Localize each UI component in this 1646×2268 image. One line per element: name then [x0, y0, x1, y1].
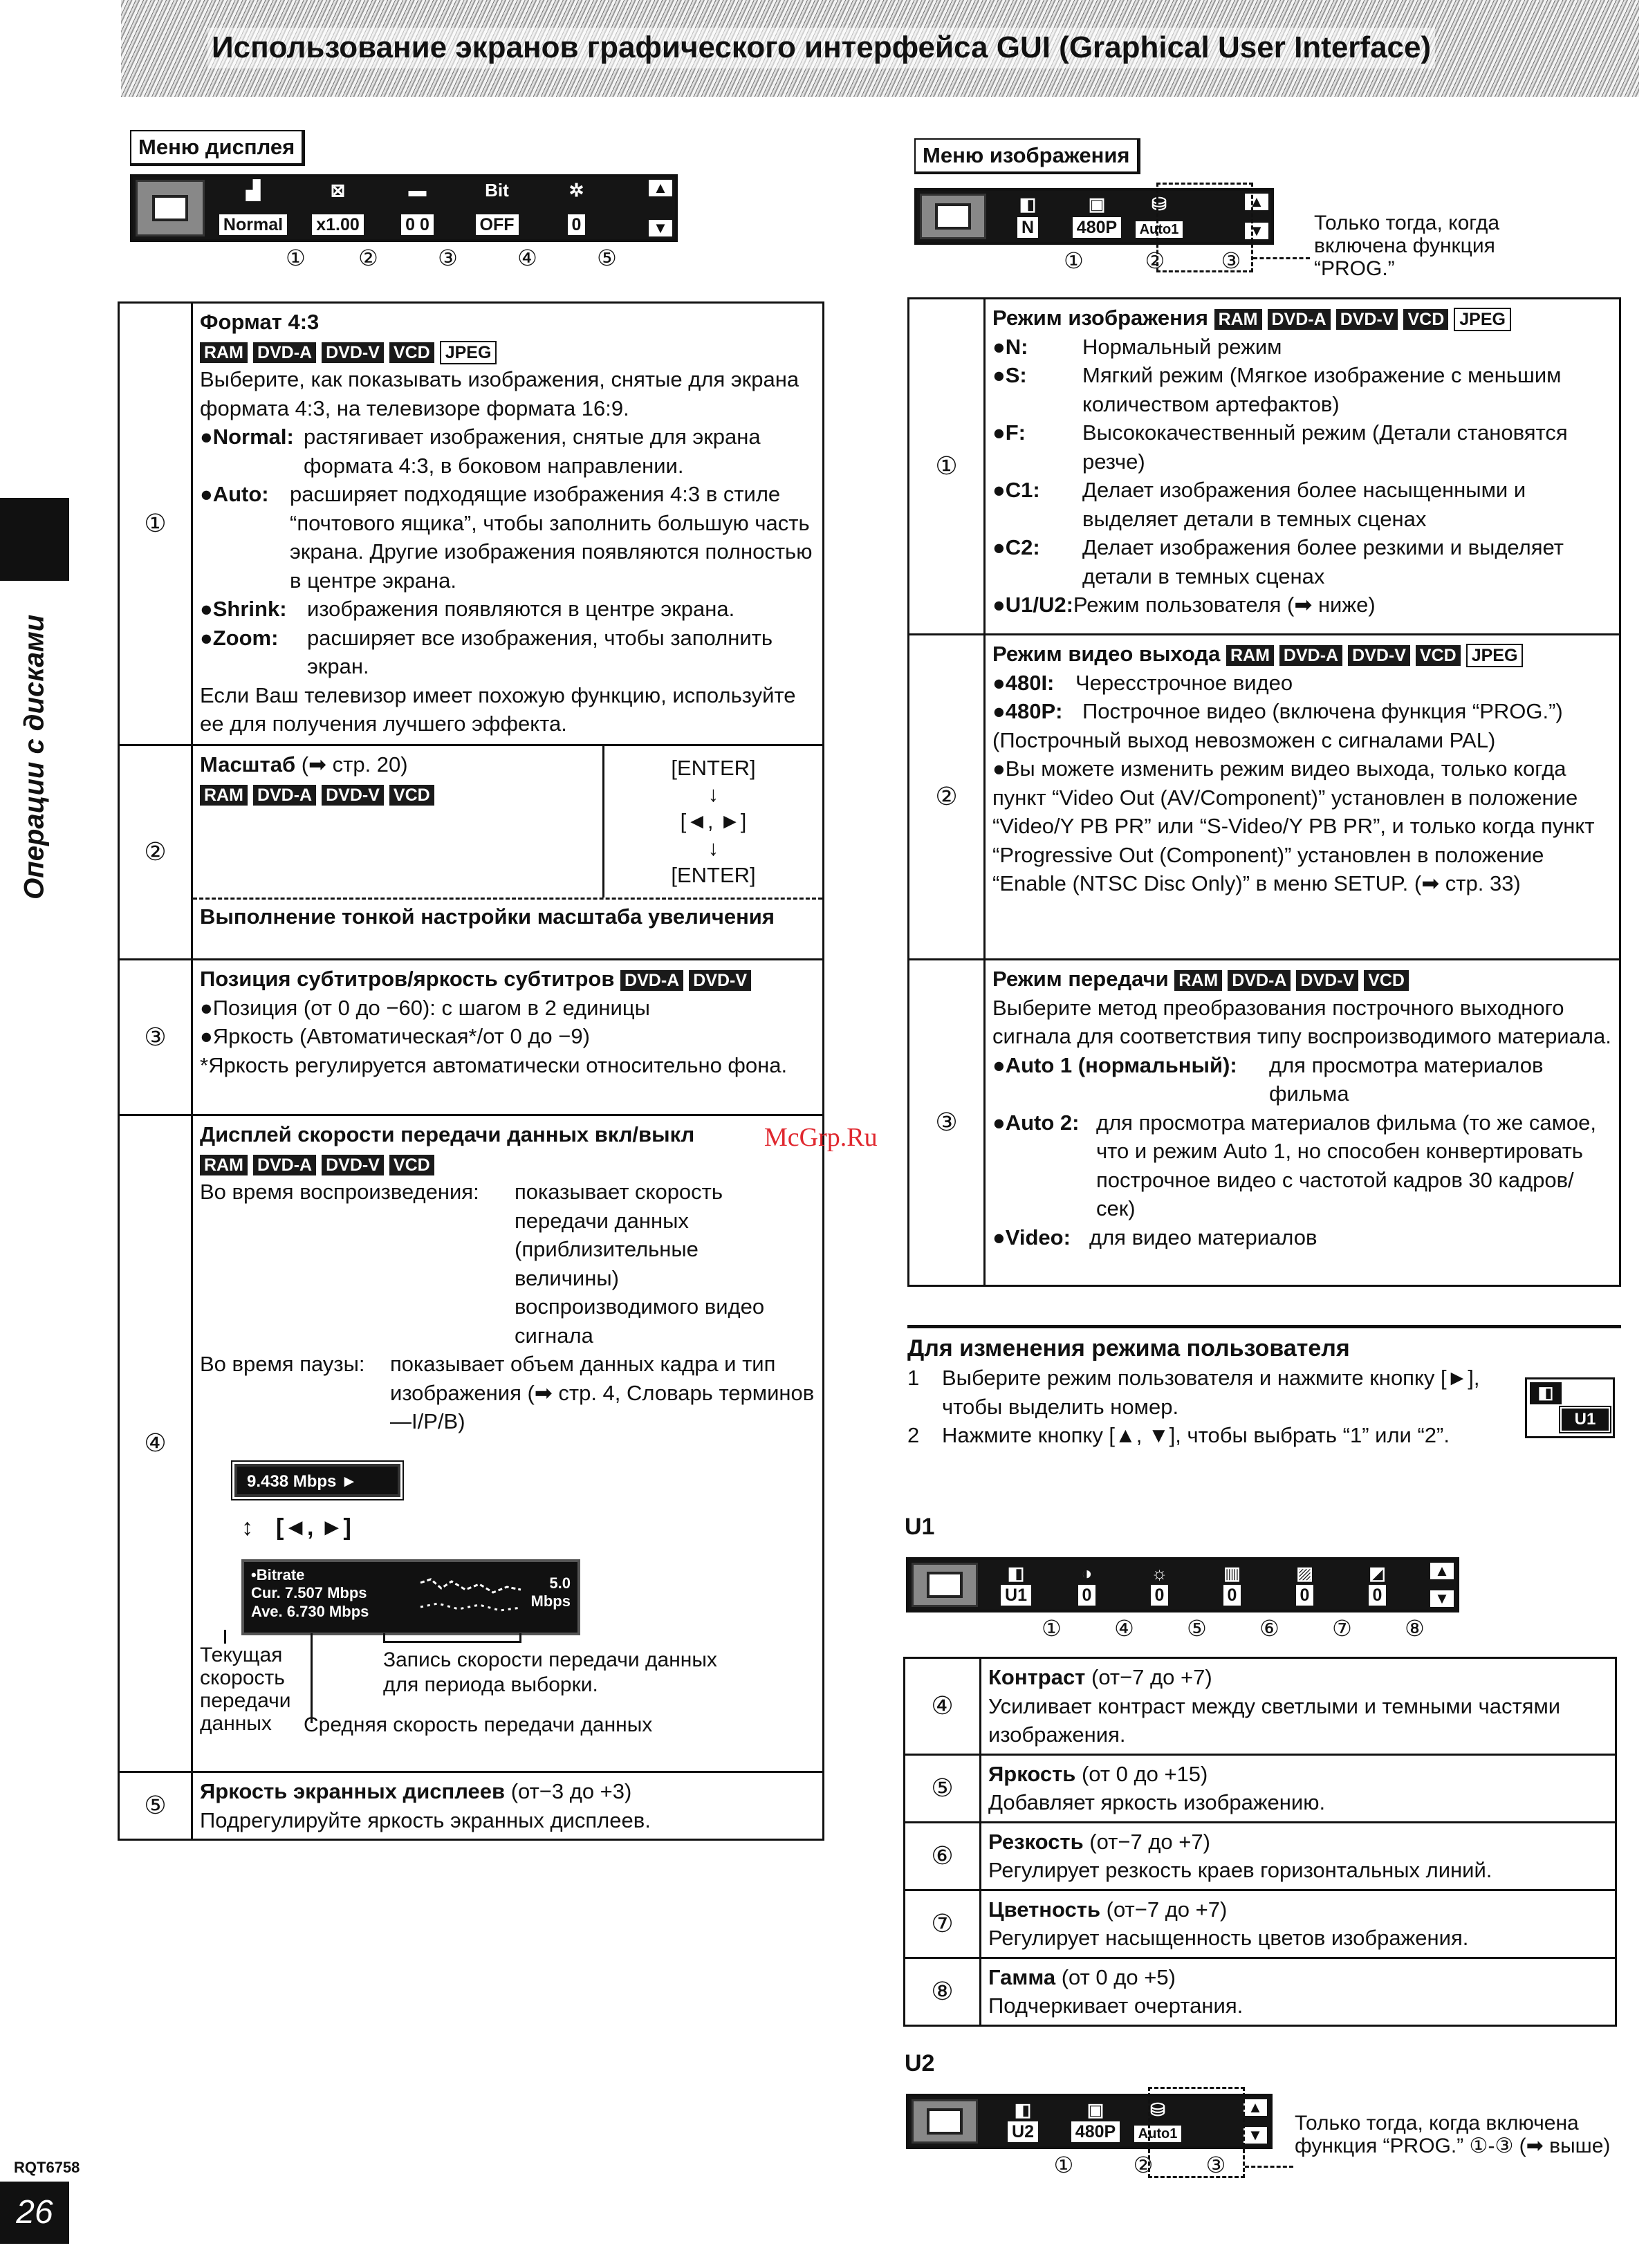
value-range: (от−7 до +7): [1091, 1665, 1212, 1689]
arrow-down-icon[interactable]: ▼: [1245, 223, 1268, 239]
enter-key-label: [ENTER]: [671, 862, 756, 887]
option-item: [992, 1223, 1612, 1252]
option-value: для просмотра материалов фильма (то же самое, что и режим Auto 1, но способен конвертировать построчное видео с частотой кадров 30 кадров/сек): [1096, 1110, 1597, 1221]
scroll-arrows[interactable]: [1430, 1563, 1454, 1607]
subtitle-icon: ▬: [408, 180, 427, 201]
row-text: Выберите метод преобразования построчного выходного сигнала для соответствия типу воспроизводимого материала.: [992, 995, 1611, 1049]
step-text: Выберите режим пользователя и нажмите кнопку [►], чтобы выделить номер.: [942, 1366, 1480, 1419]
disc-tag: DVD-V: [322, 342, 384, 363]
brightness-cell[interactable]: [1127, 1563, 1192, 1607]
bitrate-osd-detail: [241, 1559, 580, 1635]
disc-tag: DVD-V: [1296, 970, 1358, 991]
user-mode-value: U1: [1560, 1407, 1610, 1432]
row-number: ⑦: [905, 1890, 981, 1958]
zoom-info: [193, 746, 602, 898]
row-number: ②: [119, 745, 192, 960]
user-mode-steps: [907, 1364, 1516, 1450]
row-title: Формат 4:3: [200, 310, 320, 334]
option-key: ●S:: [992, 363, 1027, 388]
video-out-icon: ▣: [1086, 2099, 1104, 2120]
brightness-icon: ☼: [1151, 1563, 1168, 1583]
prog-leader: [1245, 2166, 1293, 2168]
option-item: [992, 591, 1612, 620]
option-value: Делает изображения более резкими и выделяет детали в темных сценах: [1082, 535, 1564, 588]
side-tab-marker: [0, 498, 69, 581]
row-text: ●Позиция (от 0 до −60): с шагом в 2 единицы: [200, 995, 650, 1020]
disc-tag: DVD-A: [620, 970, 683, 991]
row-text: Если Ваш телевизор имеет похожую функцию, используйте ее для получения лучшего эффекта.: [200, 682, 796, 736]
row-text: Подрегулируйте яркость экранных дисплеев.: [200, 1807, 651, 1832]
row-text: ●Вы можете изменить режим видео выхода, только когда пункт “Video Out (AV/Component)” установлен в положение “Video/Y PB PR” или “S-Video/Y PB PR”, и только когда пункт “Progressive Out (Component)” установлен в положение “Enable (NTSC Disc Only)” в меню SETUP. (➡ стр. 33): [992, 756, 1595, 896]
row-text: Добавляет яркость изображению.: [988, 1790, 1326, 1815]
disc-tag: DVD-A: [253, 342, 316, 363]
disc-tags: [200, 779, 595, 808]
option-item: [992, 418, 1612, 476]
picture-menu-numbers: [1034, 246, 1266, 276]
zoom-value: Normal: [219, 214, 287, 235]
document-code: RQT6758: [14, 2159, 80, 2176]
option-item: [200, 1178, 815, 1350]
display-menu-icon: [136, 180, 205, 236]
option-value: показывает скорость передачи данных (приблизительные величины) воспроизводимого видео сигнала: [515, 1180, 765, 1348]
row-title: Режим передачи: [992, 967, 1169, 991]
prog-note: Только тогда, когда включена функция “PROG.” ①-③ (➡ выше): [1295, 2112, 1611, 2157]
table-row: [119, 960, 824, 1115]
row-number: ①: [119, 303, 192, 745]
disc-tag: VCD: [1403, 309, 1448, 330]
option-value: Делает изображения более насыщенными и выделяет детали в темных сценах: [1082, 478, 1526, 531]
option-value: Высококачественный режим (Детали становятся резче): [1082, 420, 1568, 474]
u1-table: [903, 1657, 1617, 2027]
user-mode-mini-screen: [1525, 1377, 1615, 1438]
osd-scale-unit: Mbps: [530, 1592, 571, 1610]
page-title: Использование экранов графического интерфейса GUI (Graphical User Interface): [207, 28, 1435, 68]
callout-number: ①: [1053, 2153, 1074, 2177]
row-content: [981, 1958, 1616, 2025]
option-item: [992, 669, 1612, 698]
row-text: Выберите, как показывать изображения, снятые для экрана формата 4:3, на телевизоре формата 16:9.: [200, 367, 799, 420]
option-key: ●Auto 1 (нормальный):: [992, 1052, 1237, 1077]
disc-tag: RAM: [200, 342, 248, 363]
option-value: расширяет все изображения, чтобы заполнить экран.: [307, 625, 773, 679]
gamma-cell[interactable]: [1344, 1563, 1410, 1607]
option-key: ●Video:: [992, 1225, 1071, 1249]
up-down-arrow-icon: ↕: [241, 1514, 253, 1541]
option-value: Мягкий режим (Мягкое изображение с меньшим количеством артефактов): [1082, 363, 1562, 416]
watermark: McGrp.Ru: [764, 1123, 878, 1152]
arrow-up-icon[interactable]: ▲: [1243, 2099, 1267, 2116]
video-out-value: 480P: [1071, 2121, 1120, 2142]
option-key: ●Auto 2:: [992, 1110, 1080, 1135]
color-value: 0: [1296, 1585, 1314, 1606]
row-number: ⑤: [905, 1754, 981, 1822]
video-out-value: 480P: [1073, 217, 1121, 238]
callout-number: ③: [438, 245, 458, 270]
row-title: Гамма: [988, 1964, 1056, 1989]
picture-mode-cell[interactable]: [985, 2099, 1061, 2144]
arrow-down-icon[interactable]: ▼: [1243, 2127, 1267, 2144]
row-content: [985, 635, 1620, 960]
option-key: ●U1/U2:: [992, 593, 1073, 617]
option-value: растягивает изображения, снятые для экрана формата 4:3, в боковом направлении.: [304, 425, 761, 478]
table-row: [909, 635, 1620, 960]
step-number: 1: [907, 1366, 920, 1390]
caption-record: Запись скорости передачи данных для периода выборки.: [383, 1648, 717, 1696]
picture-menu-icon: [920, 194, 986, 239]
option-key: ●F:: [992, 420, 1026, 445]
option-key: ●Shrink:: [200, 597, 287, 622]
row-number: ②: [909, 635, 985, 960]
display-menu-numbers: [263, 243, 647, 273]
row-text: Регулирует резкость краев горизонтальных линий.: [988, 1858, 1492, 1883]
callout-number: ①: [1064, 248, 1084, 273]
row-title: Режим изображения: [992, 306, 1208, 330]
section-divider: [907, 1325, 1621, 1328]
scale-cell[interactable]: [302, 180, 374, 236]
bitrate-cell[interactable]: [461, 180, 533, 236]
picture-mode-value: U1: [1001, 1585, 1031, 1606]
row-number: ③: [909, 960, 985, 1286]
disc-tag: DVD-A: [1228, 970, 1291, 991]
caption-current-rate: Текущая скорость передачи данных: [200, 1643, 291, 1735]
osd-arrow-keys: [◄, ►]: [276, 1514, 351, 1541]
enter-key-label: [ENTER]: [671, 755, 756, 780]
brightness-value: 0: [1151, 1585, 1169, 1606]
disc-tag: DVD-A: [1279, 645, 1342, 666]
row-text: *Яркость регулируется автоматически относительно фона.: [200, 1052, 788, 1077]
value-range: (от−3 до +3): [510, 1779, 632, 1803]
row-content: [192, 745, 824, 960]
u1-label: U1: [905, 1514, 935, 1540]
table-row: [119, 303, 824, 745]
disc-tag: DVD-A: [253, 1155, 316, 1175]
disc-tag: RAM: [1226, 645, 1274, 666]
option-item: [200, 422, 815, 480]
disc-tag: RAM: [1174, 970, 1222, 991]
value-range: (от−7 до +7): [1089, 1829, 1210, 1854]
arrow-down-icon: ↓: [708, 835, 719, 860]
disc-tags: [200, 337, 815, 366]
contrast-cell[interactable]: [1054, 1563, 1120, 1607]
row-title: Масштаб: [200, 752, 296, 777]
disc-tag: DVD-A: [1268, 309, 1331, 330]
row-content: [981, 1822, 1616, 1890]
display-menu-table: [118, 301, 824, 1841]
arrow-down-icon: ↓: [708, 782, 719, 807]
disc-tags: [200, 1149, 815, 1178]
color-icon: ▨: [1296, 1563, 1313, 1583]
row-number: ④: [905, 1658, 981, 1755]
value-range: (от 0 до +15): [1081, 1761, 1208, 1786]
table-row: [909, 299, 1620, 635]
user-mode-title: Для изменения режима пользователя: [907, 1335, 1350, 1361]
option-key: ●N:: [992, 334, 1028, 359]
disc-tag: RAM: [200, 1155, 248, 1175]
scroll-arrows[interactable]: [649, 180, 672, 236]
row-text: Регулирует насыщенность цветов изображения.: [988, 1926, 1469, 1951]
option-key: ●Normal:: [200, 425, 294, 449]
option-value: для видео материалов: [1089, 1225, 1317, 1249]
table-row: [905, 1658, 1616, 1755]
option-key: Во время паузы:: [200, 1352, 365, 1377]
picture-mode-icon: ◧: [1019, 194, 1037, 214]
picture-mode-icon: ◧: [1014, 2099, 1032, 2120]
row-content: [192, 960, 824, 1115]
page-ref: (➡ стр. 20): [301, 752, 408, 777]
option-item: [992, 1051, 1612, 1108]
disc-tag: JPEG: [440, 341, 497, 364]
gamma-value: 0: [1369, 1585, 1387, 1606]
row-title: Яркость: [988, 1761, 1076, 1786]
option-item: [992, 533, 1612, 591]
disc-tag: VCD: [1416, 645, 1461, 666]
picture-menu-icon: [912, 2099, 978, 2144]
callout-number: ④: [517, 245, 537, 270]
step-number: 2: [907, 1423, 920, 1448]
step-text: Нажмите кнопку [▲, ▼], чтобы выбрать “1” или “2”.: [942, 1423, 1450, 1448]
disc-tag: DVD-V: [689, 970, 751, 991]
transfer-icon: ⛁: [1150, 2099, 1165, 2120]
row-number: ①: [909, 299, 985, 635]
row-number: ③: [119, 960, 192, 1115]
table-row: [119, 1772, 824, 1840]
disc-tag: DVD-V: [322, 1155, 384, 1175]
key-sequence: [602, 746, 822, 898]
zoom-icon: ▟: [246, 180, 260, 201]
bitrate-icon: Bit: [485, 180, 509, 201]
u2-label: U2: [905, 2050, 935, 2076]
disc-tag: DVD-V: [1336, 309, 1398, 330]
arrow-up-icon[interactable]: ▲: [1245, 194, 1268, 210]
brightness-value: 0: [568, 214, 586, 235]
bitrate-illustration: [200, 1436, 815, 1740]
disc-tag: DVD-V: [322, 785, 384, 806]
disc-tag: VCD: [389, 342, 434, 363]
row-content: [981, 1658, 1616, 1755]
option-value: Нормальный режим: [1082, 334, 1282, 359]
osd-line: •Bitrate: [251, 1565, 305, 1583]
row-title: Резкость: [988, 1829, 1084, 1854]
picture-mode-cell[interactable]: [985, 1563, 1047, 1607]
picture-menu-table: [907, 297, 1621, 1287]
callout-number: ⑤: [1187, 1616, 1207, 1641]
row-text: Усиливает контраст между светлыми и темными частями изображения.: [988, 1693, 1561, 1747]
callout-number: ②: [1145, 248, 1165, 273]
u1-menu-bar[interactable]: [906, 1557, 1459, 1612]
disc-tag: VCD: [1364, 970, 1409, 991]
disc-tag: JPEG: [1454, 308, 1511, 331]
disc-tag: RAM: [200, 785, 248, 806]
scale-icon: ⊠: [330, 180, 346, 201]
prog-note: Только тогда, когда включена функция “PROG.”: [1314, 212, 1500, 280]
zoom-cell[interactable]: [212, 180, 295, 236]
page-number: 26: [0, 2182, 69, 2244]
table-row: [119, 745, 824, 960]
callout-number: ④: [1114, 1616, 1134, 1641]
row-title: Яркость экранных дисплеев: [200, 1779, 506, 1803]
value-range: (от 0 до +5): [1061, 1964, 1176, 1989]
picture-mode-value: N: [1017, 217, 1038, 238]
row-content: [192, 1115, 824, 1772]
display-menu-bar[interactable]: [130, 174, 678, 242]
u2-numbers: [1022, 2150, 1250, 2180]
picture-mode-value: U2: [1008, 2121, 1038, 2142]
bitrate-graph: [417, 1569, 528, 1624]
option-value: Режим пользователя (➡ ниже): [1073, 593, 1376, 617]
subtitle-cell[interactable]: [381, 180, 454, 236]
arrow-down-icon[interactable]: ▼: [1430, 1590, 1454, 1607]
bitrate-osd-small: 9.438 Mbps ►: [234, 1464, 400, 1497]
row-content: [192, 1772, 824, 1840]
disc-tag: JPEG: [1466, 644, 1524, 667]
contrast-value: 0: [1078, 1585, 1096, 1606]
transfer-value: Auto1: [1136, 221, 1183, 238]
step-item: [907, 1421, 1516, 1450]
brightness-icon: ✲: [568, 180, 584, 201]
option-item: [200, 595, 815, 624]
disc-tag: VCD: [389, 785, 434, 806]
row-content: [981, 1890, 1616, 1958]
row-title: Дисплей скорости передачи данных вкл/выкл: [200, 1122, 695, 1146]
option-item: [992, 697, 1612, 726]
row-title: Контраст: [988, 1665, 1086, 1689]
contrast-icon: ◑: [1081, 1563, 1093, 1583]
row-title: Режим видео выхода: [992, 642, 1221, 666]
picture-menu-icon: [912, 1563, 978, 1607]
subtitle-value: 0 0: [401, 214, 434, 235]
arrow-up-icon[interactable]: ▲: [649, 180, 672, 196]
osd-line: Cur. 7.507 Mbps: [251, 1584, 367, 1602]
video-out-cell[interactable]: [1068, 2099, 1123, 2144]
sharpness-cell[interactable]: [1199, 1563, 1265, 1607]
bitrate-value: OFF: [476, 214, 519, 235]
callout-number: ⑦: [1332, 1616, 1352, 1641]
option-item: [992, 361, 1612, 418]
row-text: ●Яркость (Автоматическая*/от 0 до −9): [200, 1024, 590, 1049]
left-right-key-label: [◄, ►]: [680, 809, 747, 834]
step-item: [907, 1364, 1516, 1421]
picture-mode-icon: ◧: [1530, 1382, 1562, 1404]
table-row: [905, 1822, 1616, 1890]
option-value: Чересстрочное видео: [1075, 670, 1293, 695]
option-value: изображения появляются в центре экрана.: [307, 597, 735, 622]
picture-mode-cell[interactable]: [993, 194, 1062, 239]
display-menu-label: Меню дисплея: [130, 130, 305, 166]
callout-number: ①: [1042, 1616, 1062, 1641]
transfer-icon: ⛁: [1152, 194, 1167, 214]
option-item: [992, 333, 1612, 362]
osd-scale-value: 5.0: [549, 1574, 571, 1592]
scale-value: x1.00: [312, 214, 364, 235]
table-row: [909, 960, 1620, 1286]
row-title: Позиция субтитров/яркость субтитров: [200, 967, 615, 991]
callout-number: ⑤: [597, 245, 617, 270]
option-key: Во время воспроизведения:: [200, 1180, 479, 1205]
callout-number: ③: [1221, 248, 1241, 273]
option-key: ●480P:: [992, 699, 1063, 724]
fine-adjust-text: Выполнение тонкой настройки масштаба увеличения: [200, 904, 775, 929]
row-number: ⑤: [119, 1772, 192, 1840]
row-title: Цветность: [988, 1897, 1101, 1922]
row-content: [192, 303, 824, 745]
table-row: [905, 1958, 1616, 2025]
row-number: ⑧: [905, 1958, 981, 2025]
brightness-cell[interactable]: [540, 180, 613, 236]
option-item: [200, 624, 815, 681]
row-content: [985, 960, 1620, 1286]
option-item: [200, 1350, 815, 1436]
picture-menu-label: Меню изображения: [914, 138, 1140, 174]
scroll-arrows[interactable]: [1243, 2099, 1267, 2144]
option-item: [200, 480, 815, 595]
transfer-value: Auto1: [1134, 2126, 1182, 2142]
table-row: [119, 1115, 824, 1772]
option-value: Построчное видео (включена функция “PROG.”): [1082, 699, 1563, 724]
option-key: ●Zoom:: [200, 625, 279, 650]
row-text: Подчеркивает очертания.: [988, 1993, 1243, 2018]
disc-tag: DVD-A: [253, 785, 316, 806]
callout-number: ⑥: [1259, 1616, 1279, 1641]
option-key: ●480I:: [992, 670, 1055, 695]
disc-tag: DVD-V: [1348, 645, 1410, 666]
osd-line: Ave. 6.730 Mbps: [251, 1602, 369, 1620]
value-range: (от−7 до +7): [1106, 1897, 1228, 1922]
option-value: для просмотра материалов фильма: [1269, 1052, 1544, 1106]
sharpness-icon: ▥: [1223, 1563, 1241, 1583]
video-out-icon: ▣: [1088, 194, 1106, 214]
option-value: расширяет подходящие изображения 4:3 в стиле “почтового ящика”, чтобы заполнить большую часть экрана. Другие изображения появляются полностью в центре экрана.: [290, 482, 813, 593]
option-value: показывает объем данных кадра и тип изображения (➡ стр. 4, Словарь терминов—I/P/B): [390, 1352, 815, 1434]
disc-tag: RAM: [1214, 309, 1262, 330]
picture-mode-icon: ◧: [1007, 1563, 1025, 1583]
callout-number: ②: [358, 245, 378, 270]
row-number: ⑥: [905, 1822, 981, 1890]
u1-numbers: [1015, 1614, 1451, 1644]
arrow-down-icon[interactable]: ▼: [649, 220, 672, 236]
table-row: [905, 1754, 1616, 1822]
color-cell[interactable]: [1272, 1563, 1338, 1607]
option-item: [992, 1108, 1612, 1223]
row-content: [985, 299, 1620, 635]
option-key: ●C2:: [992, 535, 1040, 560]
option-item: [992, 476, 1612, 533]
row-note: (Построчный выход невозможен с сигналами PAL): [992, 727, 1496, 752]
row-number: ④: [119, 1115, 192, 1772]
row-content: [981, 1754, 1616, 1822]
callout-number: ③: [1205, 2153, 1226, 2177]
option-key: ●Auto:: [200, 482, 269, 507]
callout-number: ②: [1133, 2153, 1154, 2177]
disc-tag: VCD: [389, 1155, 434, 1175]
caption-average: Средняя скорость передачи данных: [304, 1713, 653, 1736]
sharpness-value: 0: [1223, 1585, 1241, 1606]
option-key: ●C1:: [992, 478, 1040, 503]
table-row: [905, 1890, 1616, 1958]
callout-number: ①: [286, 245, 306, 270]
side-section-label: [0, 598, 69, 916]
callout-number: ⑧: [1405, 1616, 1425, 1641]
gamma-icon: ◩: [1369, 1563, 1386, 1583]
video-out-cell[interactable]: [1069, 194, 1125, 239]
arrow-up-icon[interactable]: ▲: [1430, 1563, 1454, 1579]
side-label-text: Операции с дисками: [19, 614, 50, 900]
